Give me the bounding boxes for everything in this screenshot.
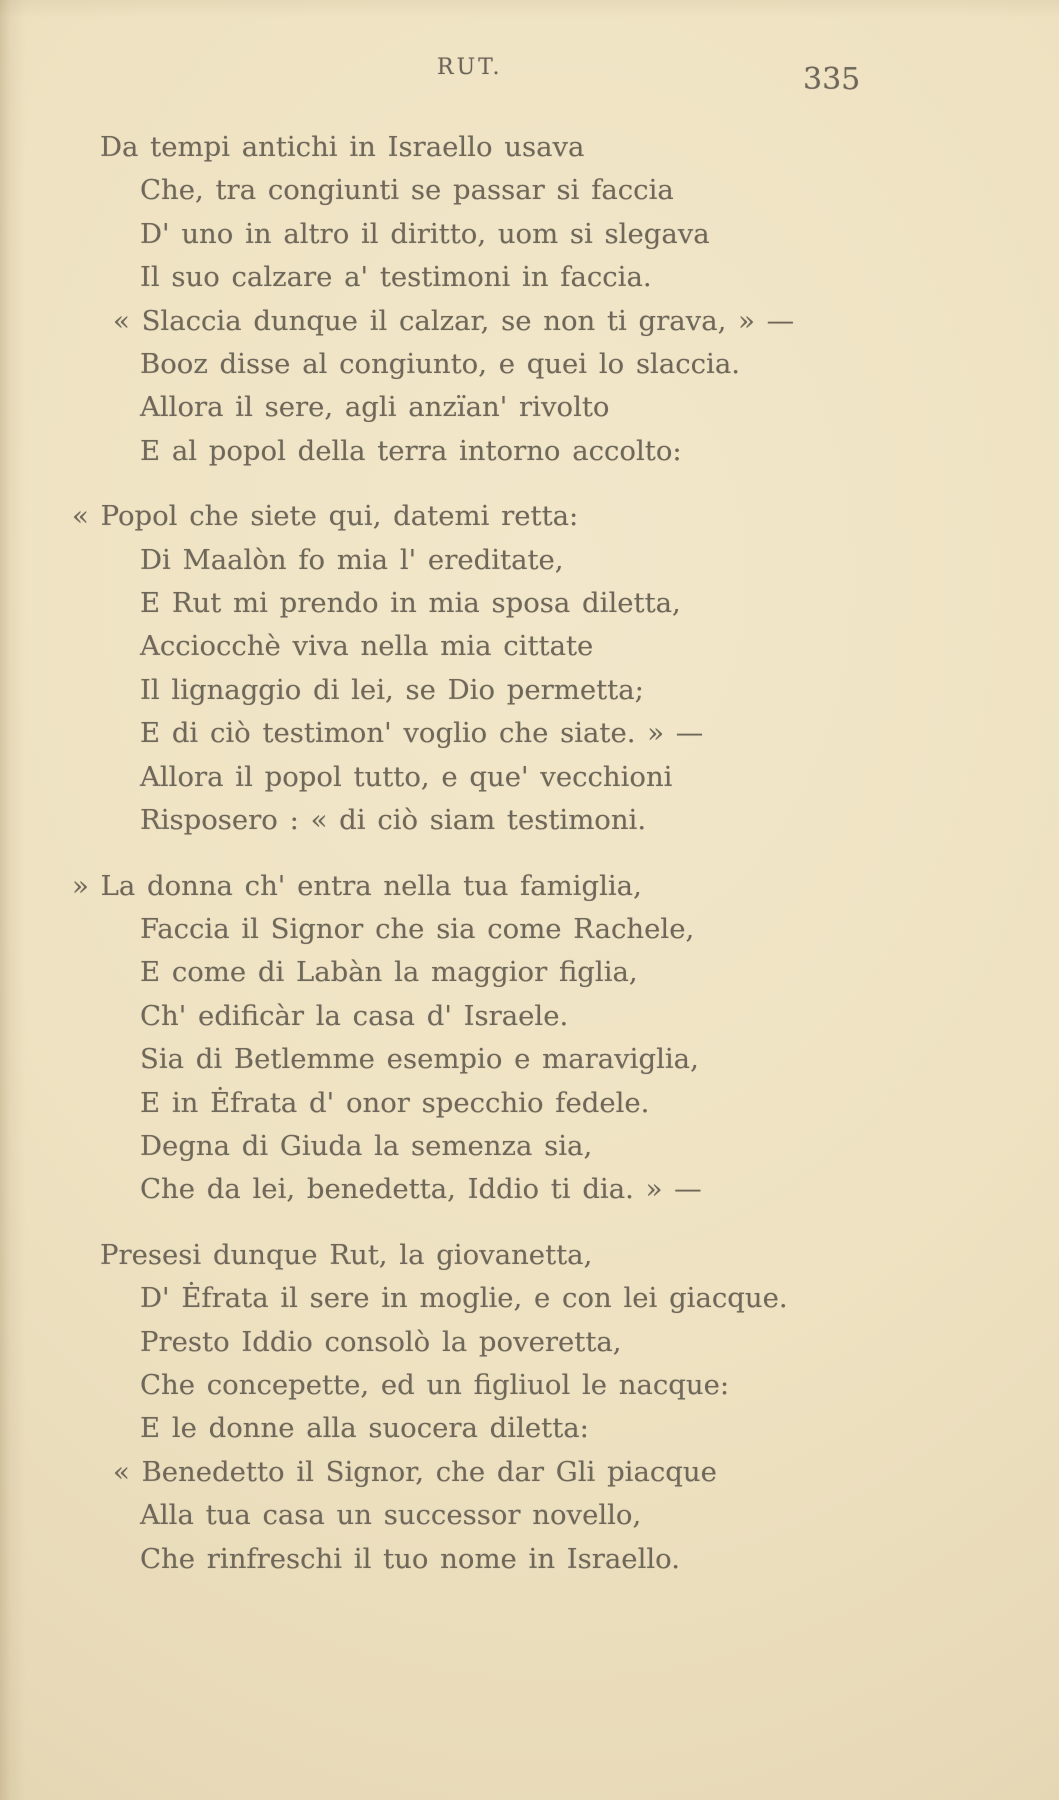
poem-line: Faccia il Signor che sia come Rachele, [140, 912, 695, 945]
poem-line: E di ciò testimon' voglio che siate. » — [140, 717, 704, 750]
poem-line: Presto Iddio consolò la poveretta, [140, 1325, 622, 1358]
poem-line: Risposero : « di ciò siam testimoni. [140, 804, 647, 837]
poem-line: Alla tua casa un successor novello, [140, 1499, 642, 1532]
poem-line: Da tempi antichi in Israello usava [100, 131, 585, 163]
poem-line: Degna di Giuda la semenza sia, [140, 1129, 593, 1162]
poem-line: Allora il sere, agli anzïan' rivolto [140, 391, 610, 424]
page-title: RUT. [437, 55, 503, 80]
poem-line: » La donna ch' entra nella tua famiglia, [72, 869, 642, 902]
poem-line: D' Ėfrata il sere in moglie, e con lei giacque. [140, 1282, 788, 1315]
poem-line: Il suo calzare a' testimoni in faccia. [140, 261, 652, 294]
poem-line: Presesi dunque Rut, la giovanetta, [100, 1238, 593, 1271]
poem-line: Che, tra congiunti se passar si faccia [140, 174, 674, 207]
poem-line: Sia di Betlemme esempio e maraviglia, [140, 1043, 699, 1076]
poem-line: Di Maalòn fo mia l' ereditate, [140, 543, 564, 576]
poem [0, 126, 1059, 1581]
poem-line: E in Ėfrata d' onor specchio fedele. [140, 1086, 650, 1119]
stanza [0, 126, 1059, 473]
poem-line: Booz disse al congiunto, e quei lo slaccia. [140, 348, 740, 381]
stanza [0, 865, 1059, 1212]
stanza [0, 495, 1059, 842]
poem-line: D' uno in altro il diritto, uom si slegava [140, 217, 710, 250]
poem-line: Che concepette, ed un figliuol le nacque: [140, 1368, 730, 1401]
poem-line: « Benedetto il Signor, che dar Gli piacque [113, 1455, 717, 1488]
poem-line: Il lignaggio di lei, se Dio permetta; [140, 673, 644, 706]
poem-line: Che rinfreschi il tuo nome in Israello. [140, 1542, 680, 1575]
poem-line: Acciocchè viva nella mia cittate [140, 630, 594, 663]
poem-line: E al popol della terra intorno accolto: [140, 434, 682, 467]
poem-line: « Slaccia dunque il calzar, se non ti grava, » — [113, 304, 795, 337]
poem-line: Ch' edificàr la casa d' Israele. [140, 999, 569, 1032]
poem-line: « Popol che siete qui, datemi retta: [72, 500, 579, 533]
page-number: 335 [803, 62, 861, 97]
poem-line: E come di Labàn la maggior figlia, [140, 956, 638, 989]
poem-line: Allora il popol tutto, e que' vecchioni [140, 760, 673, 793]
stanza [0, 1234, 1059, 1581]
poem-line: Che da lei, benedetta, Iddio ti dia. » — [140, 1173, 702, 1206]
poem-line: E le donne alla suocera diletta: [140, 1412, 589, 1445]
poem-line: E Rut mi prendo in mia sposa diletta, [140, 587, 681, 620]
